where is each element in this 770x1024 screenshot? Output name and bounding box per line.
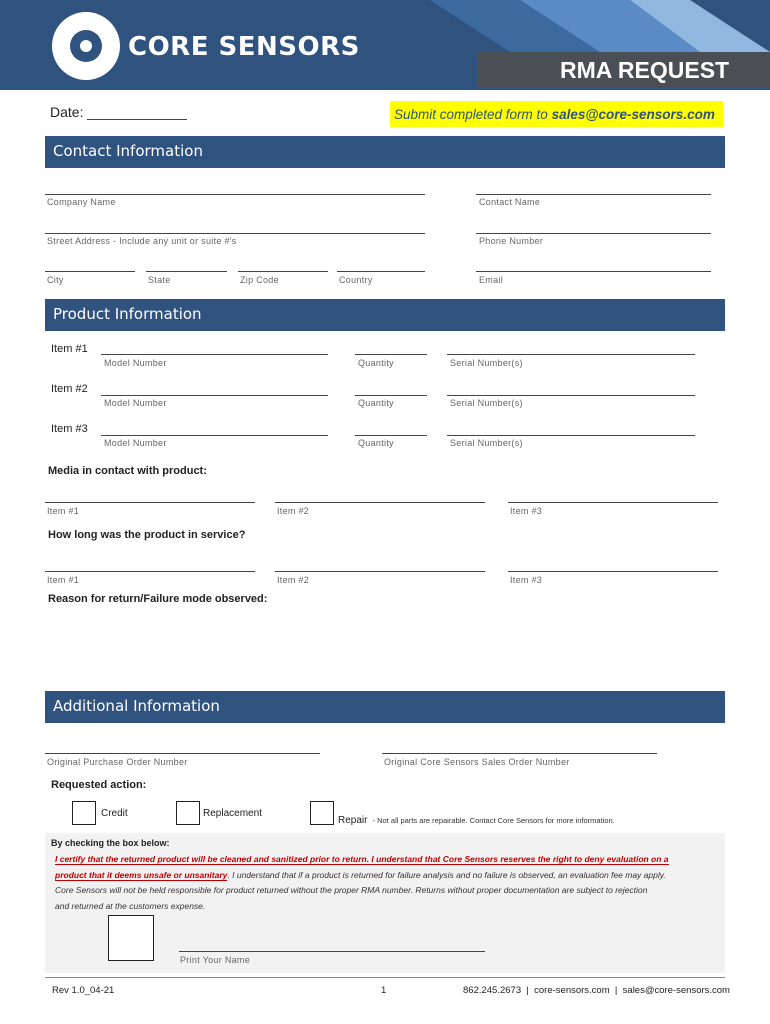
submit-banner [390,101,723,127]
media-item-1-field[interactable] [45,502,255,503]
replacement-label: Replacement [203,808,262,819]
state-label: State [148,275,171,285]
reason-question: Reason for return/Failure mode observed: [48,593,268,605]
contact-name-field[interactable] [476,194,711,195]
submit-email[interactable]: sales@core-sensors.com [551,107,715,122]
date-label: Date: [50,104,84,120]
company-name-label: Company Name [47,197,116,207]
section-product-header [45,299,725,331]
submit-prefix: Submit completed form to [394,107,552,122]
notice-line-2-red: product that it deems unsafe or unsanitary [55,870,228,880]
footer-contact: 862.245.2673 | core-sensors.com | sales@core-sensors.com [463,985,730,996]
notice-line-1: I certify that the returned product will be cleaned and sanitized prior to return. I understand that Core Sensors reserves the right to deny evaluation on a [55,854,669,864]
po-label: Original Purchase Order Number [47,757,188,767]
repair-checkbox[interactable] [310,801,334,825]
page-title: RMA REQUEST [560,57,730,83]
item-1-serial-field[interactable] [447,354,695,355]
country-field[interactable] [337,271,425,272]
reason-textarea[interactable] [45,610,725,682]
item-1-serial-label: Serial Number(s) [450,358,523,368]
media-item-3-field[interactable] [508,502,718,503]
media-item-2-label: Item #2 [277,506,310,516]
media-item-1-label: Item #1 [47,506,80,516]
item-3-model-field[interactable] [101,435,328,436]
logo-dot [80,40,92,52]
item-3-label: Item #3 [51,423,88,435]
service-item-2-field[interactable] [275,571,485,572]
repair-option [338,808,615,827]
revision-label: Rev 1.0_04-21 [52,985,115,996]
notice-line-4: and returned at the customers expense. [55,901,206,911]
page-number: 1 [381,985,387,996]
service-question: How long was the product in service? [48,529,246,541]
footer-rule [45,977,725,978]
credit-checkbox[interactable] [72,801,96,825]
company-name-field[interactable] [45,194,425,195]
country-label: Country [339,275,373,285]
repair-note: - Not all parts are repairable. Contact Core Sensors for more information. [372,816,615,825]
item-2-qty-field[interactable] [355,395,427,396]
item-2-serial-label: Serial Number(s) [450,398,523,408]
zip-label: Zip Code [240,275,279,285]
item-2-label: Item #2 [51,383,88,395]
requested-action-label: Requested action: [51,779,147,791]
service-item-1-field[interactable] [45,571,255,572]
item-1-model-label: Model Number [104,358,167,368]
street-label: Street Address - Include any unit or suite #'s [47,236,237,246]
replacement-checkbox[interactable] [176,801,200,825]
section-additional-header [45,691,725,723]
print-name-label: Print Your Name [180,955,251,965]
item-1-model-field[interactable] [101,354,328,355]
city-field[interactable] [45,271,135,272]
certify-checkbox[interactable] [108,915,154,961]
phone-label: Phone Number [479,236,544,246]
section-contact-header [45,136,725,168]
section-product-title: Product Information [53,305,202,323]
media-item-3-label: Item #3 [510,506,543,516]
contact-name-label: Contact Name [479,197,541,207]
item-3-model-label: Model Number [104,438,167,448]
media-item-2-field[interactable] [275,502,485,503]
zip-field[interactable] [238,271,328,272]
item-1-qty-field[interactable] [355,354,427,355]
po-field[interactable] [45,753,320,754]
repair-label: Repair [338,815,368,826]
service-item-1-label: Item #1 [47,575,80,585]
notice-intro: By checking the box below: [51,838,170,848]
media-question: Media in contact with product: [48,465,207,477]
street-field[interactable] [45,233,425,234]
brand-name: CORE SENSORS [128,32,360,62]
notice-line-3: Core Sensors will not be held responsible for product returned without the proper RMA number. Returns without proper documentation are subject to rejection [55,885,648,895]
item-1-qty-label: Quantity [358,358,394,368]
city-label: City [47,275,64,285]
section-additional-title: Additional Information [53,697,220,715]
notice-line-2 [55,870,666,880]
service-item-3-field[interactable] [508,571,718,572]
phone-field[interactable] [476,233,711,234]
service-item-3-label: Item #3 [510,575,543,585]
item-3-qty-field[interactable] [355,435,427,436]
so-label: Original Core Sensors Sales Order Number [384,757,570,767]
email-label: Email [479,275,504,285]
item-2-model-field[interactable] [101,395,328,396]
print-name-field[interactable] [179,951,485,952]
notice-line-2-rest: . I understand that if a product is returned for failure analysis and no failure is observed, an evaluation fee may apply. [227,870,666,880]
item-3-qty-label: Quantity [358,438,394,448]
service-item-2-label: Item #2 [277,575,310,585]
email-field[interactable] [476,271,711,272]
state-field[interactable] [146,271,227,272]
section-contact-title: Contact Information [53,142,203,160]
item-3-serial-label: Serial Number(s) [450,438,523,448]
item-2-qty-label: Quantity [358,398,394,408]
item-2-model-label: Model Number [104,398,167,408]
credit-label: Credit [101,808,128,819]
item-2-serial-field[interactable] [447,395,695,396]
item-3-serial-field[interactable] [447,435,695,436]
item-1-label: Item #1 [51,343,88,355]
date-field[interactable] [87,119,187,120]
so-field[interactable] [382,753,657,754]
